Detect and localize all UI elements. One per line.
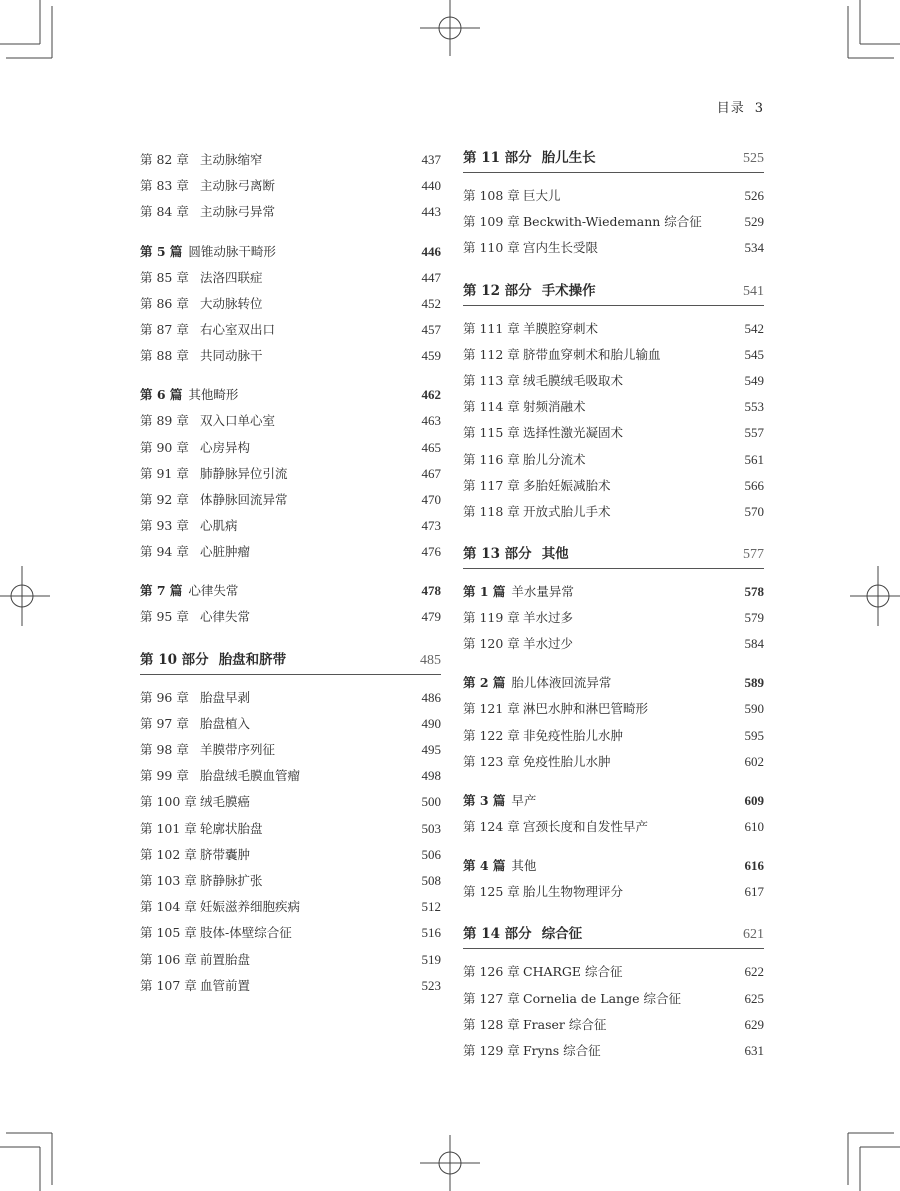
toc-part-entry[interactable] [463, 147, 764, 173]
header-page-number: 3 [754, 101, 764, 116]
chapter-title: 脐静脉扩张 [200, 872, 263, 888]
chapter-title: 绒毛膜绒毛吸取术 [523, 372, 624, 388]
part-title: 综合征 [541, 926, 583, 943]
chapter-title: 主动脉缩窄 [200, 152, 263, 167]
chapter-label: 第 118 章 [463, 503, 520, 519]
section-label: 第 4 篇 [463, 858, 506, 874]
chapter-label: 第 111 章 [463, 320, 520, 336]
chapter-title: 巨大儿 [523, 188, 561, 203]
chapter-title: 双入口单心室 [200, 413, 276, 429]
toc-chapter-entry[interactable] [140, 868, 441, 894]
chapter-title: 开放式胎儿手术 [523, 503, 611, 519]
toc-chapter-entry[interactable] [140, 711, 441, 737]
section-title: 其他畸形 [188, 387, 239, 403]
chapter-page: 553 [744, 399, 764, 415]
section-title: 胎儿体液回流异常 [511, 675, 612, 691]
toc-section-entry[interactable] [463, 670, 764, 696]
chapter-page: 479 [421, 609, 441, 625]
chapter-page: 500 [421, 794, 441, 810]
toc-section-entry[interactable] [140, 239, 441, 265]
chapter-page: 506 [421, 846, 441, 862]
chapter-title: 羊膜腔穿刺术 [523, 320, 599, 336]
chapter-title: 妊娠滋养细胞疾病 [200, 899, 301, 915]
toc-chapter-entry[interactable] [140, 920, 441, 946]
chapter-page: 542 [744, 320, 764, 336]
chapter-page: 447 [421, 269, 441, 285]
toc-chapter-entry[interactable] [463, 447, 764, 473]
toc-chapter-entry[interactable] [140, 842, 441, 868]
chapter-label: 第 116 章 [463, 451, 520, 467]
chapter-label: 第 97 章 [140, 715, 189, 731]
chapter-label: 第 92 章 [140, 491, 189, 507]
toc-chapter-entry[interactable] [463, 499, 764, 525]
chapter-page: 561 [744, 451, 764, 467]
chapter-page: 519 [421, 951, 441, 967]
toc-chapter-entry[interactable] [463, 316, 764, 342]
chapter-title: 心脏肿瘤 [200, 544, 251, 560]
chapter-page: 437 [421, 152, 441, 167]
section-label: 第 5 篇 [140, 243, 183, 259]
chapter-page: 463 [421, 413, 441, 429]
part-label: 第 12 部分 [463, 282, 532, 299]
toc-part-entry[interactable] [463, 923, 764, 949]
chapter-page: 595 [744, 727, 764, 743]
chapter-title: 脐带血穿刺术和胎儿输血 [523, 346, 661, 362]
toc-column-left [140, 147, 441, 999]
chapter-label: 第 119 章 [463, 610, 520, 626]
chapter-title: 胎盘绒毛膜血管瘤 [200, 768, 301, 784]
part-title: 胎儿生长 [541, 150, 596, 166]
section-title: 早产 [511, 793, 537, 808]
toc-chapter-entry[interactable] [463, 814, 764, 840]
toc-chapter-entry[interactable] [140, 461, 441, 487]
part-title: 手术操作 [541, 282, 596, 299]
chapter-page: 549 [744, 372, 764, 388]
section-label: 第 3 篇 [463, 793, 506, 808]
chapter-page: 503 [421, 820, 441, 836]
chapter-page: 570 [744, 503, 764, 519]
chapter-page: 529 [744, 214, 764, 230]
chapter-page: 512 [421, 899, 441, 915]
toc-chapter-entry[interactable] [140, 513, 441, 539]
chapter-label: 第 112 章 [463, 346, 520, 362]
chapter-label: 第 93 章 [140, 518, 189, 534]
chapter-label: 第 126 章 [463, 964, 520, 980]
chapter-label: 第 86 章 [140, 295, 189, 311]
toc-chapter-entry[interactable] [463, 631, 764, 657]
chapter-title: 脐带囊肿 [200, 846, 251, 862]
chapter-label: 第 90 章 [140, 439, 189, 455]
toc-chapter-entry[interactable] [463, 723, 764, 749]
chapter-page: 490 [421, 715, 441, 731]
toc-chapter-entry[interactable] [463, 959, 764, 985]
chapter-page: 566 [744, 477, 764, 493]
chapter-label: 第 122 章 [463, 727, 520, 743]
section-page: 446 [421, 243, 441, 259]
toc-section-entry[interactable] [140, 382, 441, 408]
toc-chapter-entry[interactable] [140, 539, 441, 565]
chapter-title: 体静脉回流异常 [200, 491, 288, 507]
toc-chapter-entry[interactable] [463, 605, 764, 631]
chapter-title: 射频消融术 [523, 399, 586, 415]
part-page: 485 [420, 652, 441, 668]
toc-chapter-entry[interactable] [140, 973, 441, 999]
toc-chapter-entry[interactable] [140, 487, 441, 513]
chapter-label: 第 109 章 [463, 214, 520, 230]
toc-chapter-entry[interactable] [463, 342, 764, 368]
chapter-title: Fraser 综合征 [523, 1016, 607, 1032]
section-page: 609 [744, 793, 764, 808]
chapter-label: 第 115 章 [463, 425, 520, 441]
section-title: 心律失常 [188, 583, 239, 599]
chapter-label: 第 110 章 [463, 240, 520, 256]
chapter-title: 轮廓状胎盘 [200, 820, 263, 836]
chapter-title: Cornelia de Lange 综合征 [523, 990, 681, 1006]
chapter-page: 610 [744, 819, 764, 834]
toc-chapter-entry[interactable] [463, 473, 764, 499]
chapter-label: 第 104 章 [140, 899, 197, 915]
chapter-title: 非免疫性胎儿水肿 [523, 727, 624, 743]
toc-chapter-entry[interactable] [463, 986, 764, 1012]
toc-chapter-entry[interactable] [140, 685, 441, 711]
chapter-page: 476 [421, 544, 441, 560]
part-page: 621 [743, 927, 764, 943]
toc-chapter-entry[interactable] [140, 199, 441, 225]
chapter-label: 第 128 章 [463, 1016, 520, 1032]
chapter-page: 508 [421, 872, 441, 888]
section-label: 第 7 篇 [140, 583, 183, 599]
chapter-label: 第 87 章 [140, 321, 189, 337]
chapter-page: 516 [421, 925, 441, 941]
chapter-page: 631 [744, 1042, 764, 1058]
toc-chapter-entry[interactable] [463, 1012, 764, 1038]
toc-chapter-entry[interactable] [463, 1038, 764, 1064]
toc-chapter-entry[interactable] [140, 408, 441, 434]
chapter-label: 第 88 章 [140, 348, 189, 364]
chapter-label: 第 117 章 [463, 477, 520, 493]
chapter-page: 470 [421, 491, 441, 507]
toc-section-entry[interactable] [463, 853, 764, 879]
toc-chapter-entry[interactable] [463, 235, 764, 261]
chapter-label: 第 120 章 [463, 636, 520, 652]
chapter-title: 羊膜带序列征 [200, 742, 276, 757]
chapter-label: 第 96 章 [140, 689, 189, 705]
section-page: 462 [421, 387, 441, 403]
toc-chapter-entry[interactable] [463, 879, 764, 905]
running-header [707, 97, 764, 116]
chapter-page: 467 [421, 465, 441, 481]
chapter-title: 心房异构 [200, 439, 251, 455]
part-title: 胎盘和脐带 [218, 651, 287, 668]
chapter-title: 选择性激光凝固术 [523, 425, 624, 441]
chapter-label: 第 82 章 [140, 152, 189, 167]
chapter-title: 法洛四联症 [200, 269, 263, 285]
chapter-label: 第 84 章 [140, 204, 189, 220]
toc-chapter-entry[interactable] [140, 173, 441, 199]
part-label: 第 10 部分 [140, 651, 209, 668]
part-title: 其他 [541, 546, 569, 563]
chapter-title: 羊水过多 [523, 610, 574, 626]
chapter-page: 584 [744, 636, 764, 652]
chapter-label: 第 85 章 [140, 269, 189, 285]
chapter-label: 第 99 章 [140, 768, 189, 784]
chapter-page: 534 [744, 240, 764, 256]
part-page: 577 [743, 547, 764, 563]
chapter-label: 第 106 章 [140, 951, 197, 967]
chapter-label: 第 100 章 [140, 794, 197, 810]
chapter-page: 617 [744, 884, 764, 900]
chapter-page: 473 [421, 518, 441, 534]
chapter-title: 宫颈长度和自发性早产 [523, 819, 649, 834]
part-page: 541 [743, 283, 764, 299]
chapter-title: 胎盘植入 [200, 715, 251, 731]
chapter-page: 622 [744, 964, 764, 980]
toc-chapter-entry[interactable] [140, 737, 441, 763]
chapter-title: 肺静脉异位引流 [200, 465, 288, 481]
section-label: 第 2 篇 [463, 675, 506, 691]
chapter-title: 胎盘早剥 [200, 689, 251, 705]
chapter-title: 肢体-体壁综合征 [200, 925, 292, 941]
part-page: 525 [743, 151, 764, 166]
chapter-label: 第 102 章 [140, 846, 197, 862]
chapter-page: 452 [421, 295, 441, 311]
chapter-page: 495 [421, 742, 441, 757]
chapter-title: 血管前置 [200, 977, 251, 993]
chapter-label: 第 94 章 [140, 544, 189, 560]
chapter-title: 主动脉弓异常 [200, 204, 276, 220]
toc-section-entry[interactable] [463, 579, 764, 605]
chapter-title: 共同动脉干 [200, 348, 263, 364]
header-title: 目录 [716, 101, 745, 116]
chapter-title: 淋巴水肿和淋巴管畸形 [523, 701, 649, 717]
part-label: 第 14 部分 [463, 926, 532, 943]
chapter-label: 第 129 章 [463, 1042, 520, 1058]
chapter-label: 第 98 章 [140, 742, 189, 757]
toc-chapter-entry[interactable] [140, 816, 441, 842]
chapter-page: 465 [421, 439, 441, 455]
toc-chapter-entry[interactable] [140, 147, 441, 173]
chapter-page: 443 [421, 204, 441, 220]
chapter-label: 第 125 章 [463, 884, 520, 900]
part-label: 第 13 部分 [463, 546, 532, 563]
chapter-title: 免疫性胎儿水肿 [523, 753, 611, 769]
chapter-label: 第 108 章 [463, 188, 520, 203]
chapter-title: 右心室双出口 [200, 321, 276, 337]
section-label: 第 1 篇 [463, 584, 506, 600]
toc-chapter-entry[interactable] [140, 894, 441, 920]
chapter-page: 579 [744, 610, 764, 626]
toc-part-entry[interactable] [140, 649, 441, 675]
chapter-label: 第 124 章 [463, 819, 520, 834]
chapter-title: 胎儿生物物理评分 [523, 884, 624, 900]
chapter-label: 第 91 章 [140, 465, 189, 481]
section-title: 圆锥动脉干畸形 [188, 243, 276, 259]
chapter-title: 心律失常 [200, 609, 251, 625]
toc-chapter-entry[interactable] [140, 947, 441, 973]
toc-chapter-entry[interactable] [140, 789, 441, 815]
chapter-title: 主动脉弓离断 [200, 178, 276, 194]
toc-chapter-entry[interactable] [140, 291, 441, 317]
toc-chapter-entry[interactable] [140, 435, 441, 461]
section-page: 616 [744, 858, 764, 874]
toc-chapter-entry[interactable] [140, 343, 441, 369]
toc-part-entry[interactable] [463, 543, 764, 569]
chapter-label: 第 121 章 [463, 701, 520, 717]
section-label: 第 6 篇 [140, 387, 183, 403]
chapter-page: 440 [421, 178, 441, 194]
chapter-page: 526 [744, 188, 764, 203]
chapter-title: 大动脉转位 [200, 295, 263, 311]
chapter-label: 第 113 章 [463, 372, 520, 388]
toc-chapter-entry[interactable] [463, 368, 764, 394]
chapter-label: 第 95 章 [140, 609, 189, 625]
chapter-page: 498 [421, 768, 441, 784]
toc-chapter-entry[interactable] [463, 420, 764, 446]
toc-chapter-entry[interactable] [140, 317, 441, 343]
chapter-title: CHARGE 综合征 [523, 964, 623, 980]
section-title: 其他 [511, 858, 537, 874]
chapter-page: 590 [744, 701, 764, 717]
chapter-title: 胎儿分流术 [523, 451, 586, 467]
chapter-page: 557 [744, 425, 764, 441]
toc-chapter-entry[interactable] [463, 209, 764, 235]
toc-chapter-entry[interactable] [140, 265, 441, 291]
chapter-label: 第 89 章 [140, 413, 189, 429]
chapter-page: 486 [421, 689, 441, 705]
toc-column-right [463, 147, 764, 1064]
chapter-page: 459 [421, 348, 441, 364]
chapter-title: Fryns 综合征 [523, 1042, 601, 1058]
toc-chapter-entry[interactable] [463, 749, 764, 775]
toc-part-entry[interactable] [463, 280, 764, 306]
chapter-label: 第 105 章 [140, 925, 197, 941]
chapter-title: 心肌病 [200, 518, 238, 534]
chapter-label: 第 101 章 [140, 820, 197, 836]
chapter-title: 羊水过少 [523, 636, 574, 652]
toc-chapter-entry[interactable] [463, 394, 764, 420]
chapter-label: 第 83 章 [140, 178, 189, 194]
section-title: 羊水量异常 [511, 584, 574, 600]
toc-chapter-entry[interactable] [140, 763, 441, 789]
chapter-page: 602 [744, 753, 764, 769]
chapter-label: 第 123 章 [463, 753, 520, 769]
chapter-label: 第 103 章 [140, 872, 197, 888]
chapter-page: 457 [421, 321, 441, 337]
chapter-title: 前置胎盘 [200, 951, 251, 967]
chapter-page: 523 [421, 977, 441, 993]
chapter-page: 545 [744, 346, 764, 362]
section-page: 578 [744, 584, 764, 600]
part-label: 第 11 部分 [463, 150, 532, 166]
chapter-label: 第 127 章 [463, 990, 520, 1006]
chapter-label: 第 114 章 [463, 399, 520, 415]
chapter-title: 多胎妊娠减胎术 [523, 477, 611, 493]
chapter-title: 绒毛膜癌 [200, 794, 251, 810]
section-page: 589 [744, 675, 764, 691]
section-page: 478 [421, 583, 441, 599]
chapter-title: 宫内生长受限 [523, 240, 599, 256]
toc-section-entry[interactable] [140, 578, 441, 604]
chapter-title: Beckwith-Wiedemann 综合征 [523, 214, 702, 230]
chapter-label: 第 107 章 [140, 977, 197, 993]
toc-chapter-entry[interactable] [463, 696, 764, 722]
chapter-page: 629 [744, 1016, 764, 1032]
toc-chapter-entry[interactable] [140, 604, 441, 630]
toc-chapter-entry[interactable] [463, 183, 764, 209]
chapter-page: 625 [744, 990, 764, 1006]
toc-section-entry[interactable] [463, 788, 764, 814]
